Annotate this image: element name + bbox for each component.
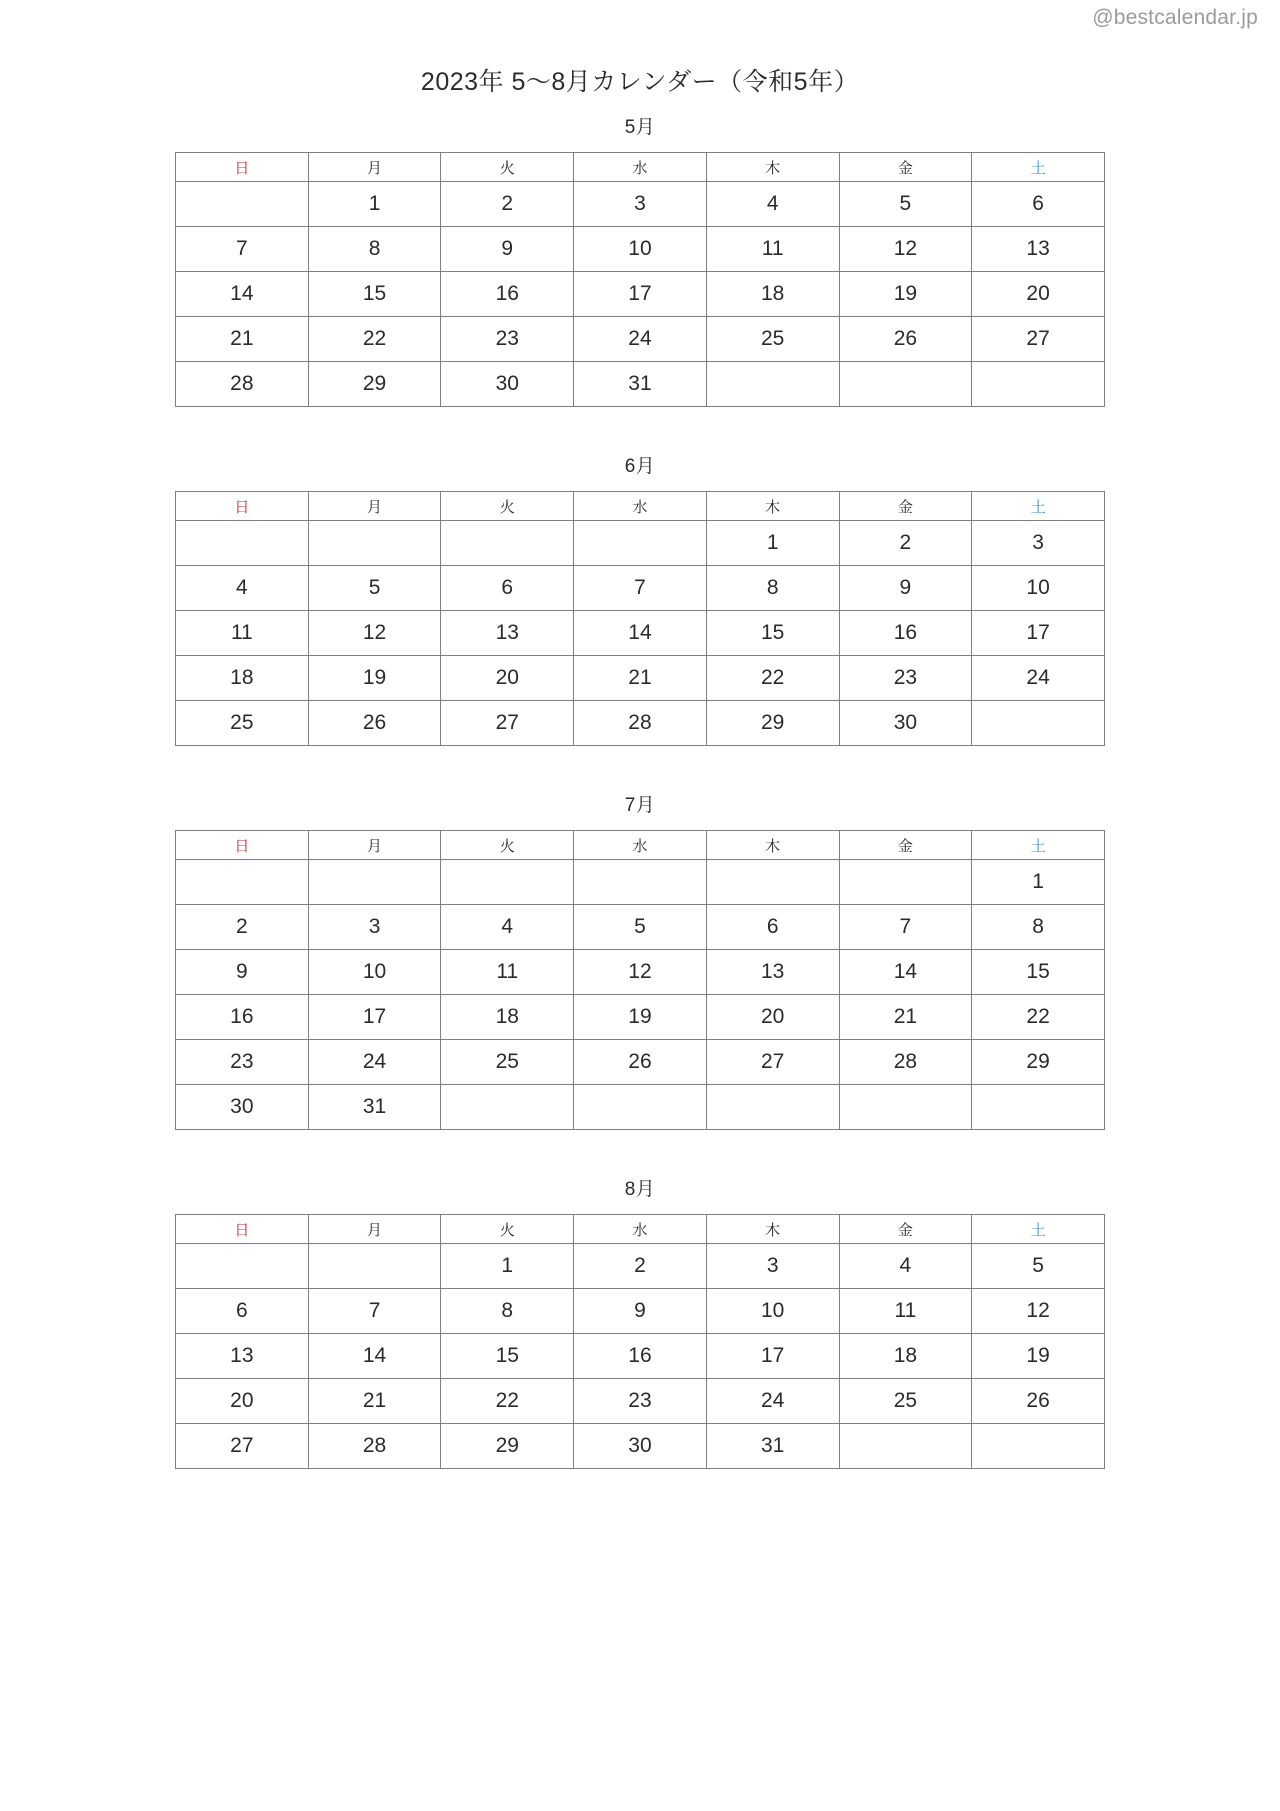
day-cell[interactable]: 3	[706, 1244, 839, 1289]
day-cell-empty	[839, 1424, 972, 1469]
day-cell[interactable]: 25	[706, 317, 839, 362]
day-cell[interactable]: 21	[574, 656, 707, 701]
weekday-header-cell: 月	[308, 1215, 441, 1244]
week-row	[176, 227, 1105, 272]
month-block	[175, 112, 1105, 407]
day-cell[interactable]: 21	[176, 317, 309, 362]
day-cell[interactable]: 20	[706, 995, 839, 1040]
day-cell[interactable]: 6	[176, 1289, 309, 1334]
day-cell[interactable]: 10	[308, 950, 441, 995]
day-cell[interactable]: 26	[308, 701, 441, 746]
day-cell[interactable]: 8	[972, 905, 1105, 950]
day-cell[interactable]: 28	[308, 1424, 441, 1469]
day-cell[interactable]: 15	[441, 1334, 574, 1379]
day-cell-empty	[308, 521, 441, 566]
day-cell[interactable]: 15	[308, 272, 441, 317]
month-block	[175, 451, 1105, 746]
day-cell-empty	[972, 701, 1105, 746]
day-cell-empty	[839, 860, 972, 905]
day-cell[interactable]: 2	[176, 905, 309, 950]
day-cell[interactable]: 17	[308, 995, 441, 1040]
day-cell[interactable]: 27	[441, 701, 574, 746]
day-cell[interactable]: 30	[574, 1424, 707, 1469]
week-row	[176, 995, 1105, 1040]
day-cell[interactable]: 5	[972, 1244, 1105, 1289]
day-cell-empty	[574, 521, 707, 566]
day-cell[interactable]: 9	[441, 227, 574, 272]
day-cell[interactable]: 25	[839, 1379, 972, 1424]
week-row	[176, 611, 1105, 656]
weekday-header-row	[176, 492, 1105, 521]
weekday-header-cell: 水	[574, 831, 707, 860]
weekday-header-cell: 金	[839, 1215, 972, 1244]
weekday-header-cell: 土	[972, 492, 1105, 521]
day-cell[interactable]: 19	[574, 995, 707, 1040]
day-cell[interactable]: 30	[839, 701, 972, 746]
day-cell-empty	[176, 1244, 309, 1289]
day-cell[interactable]: 18	[839, 1334, 972, 1379]
day-cell[interactable]: 7	[839, 905, 972, 950]
day-cell[interactable]: 8	[706, 566, 839, 611]
weekday-header-cell: 木	[706, 153, 839, 182]
month-block	[175, 790, 1105, 1130]
day-cell-empty	[839, 362, 972, 407]
day-cell[interactable]: 22	[441, 1379, 574, 1424]
site-watermark: @bestcalendar.jp	[1092, 6, 1258, 29]
day-cell[interactable]: 4	[441, 905, 574, 950]
weekday-header-cell: 土	[972, 1215, 1105, 1244]
day-cell[interactable]: 2	[839, 521, 972, 566]
day-cell[interactable]: 11	[839, 1289, 972, 1334]
day-cell[interactable]: 5	[574, 905, 707, 950]
weekday-header-cell: 水	[574, 153, 707, 182]
day-cell[interactable]: 26	[574, 1040, 707, 1085]
day-cell[interactable]: 17	[972, 611, 1105, 656]
day-cell[interactable]: 11	[441, 950, 574, 995]
day-cell[interactable]: 19	[839, 272, 972, 317]
week-row	[176, 1085, 1105, 1130]
day-cell[interactable]: 16	[176, 995, 309, 1040]
day-cell[interactable]: 12	[972, 1289, 1105, 1334]
day-cell-empty	[972, 1424, 1105, 1469]
day-cell[interactable]: 28	[176, 362, 309, 407]
week-row	[176, 182, 1105, 227]
day-cell[interactable]: 25	[176, 701, 309, 746]
weekday-header-cell: 金	[839, 153, 972, 182]
day-cell-empty	[441, 521, 574, 566]
day-cell[interactable]: 29	[706, 701, 839, 746]
day-cell-empty	[176, 182, 309, 227]
week-row	[176, 1334, 1105, 1379]
weekday-header-cell: 火	[441, 153, 574, 182]
week-row	[176, 701, 1105, 746]
day-cell[interactable]: 3	[308, 905, 441, 950]
day-cell[interactable]: 4	[839, 1244, 972, 1289]
day-cell[interactable]: 5	[839, 182, 972, 227]
day-cell[interactable]: 18	[706, 272, 839, 317]
week-row	[176, 272, 1105, 317]
day-cell[interactable]: 16	[839, 611, 972, 656]
day-cell[interactable]: 22	[972, 995, 1105, 1040]
page-title: 2023年 5～8月カレンダー（令和5年）	[420, 68, 860, 96]
week-row	[176, 1244, 1105, 1289]
day-cell[interactable]: 31	[308, 1085, 441, 1130]
day-cell[interactable]: 12	[308, 611, 441, 656]
day-cell[interactable]: 18	[441, 995, 574, 1040]
weekday-header-cell: 日	[176, 831, 309, 860]
week-row	[176, 1289, 1105, 1334]
week-row	[176, 317, 1105, 362]
weekday-header-cell: 土	[972, 831, 1105, 860]
day-cell[interactable]: 19	[308, 656, 441, 701]
day-cell[interactable]: 10	[706, 1289, 839, 1334]
day-cell[interactable]: 26	[839, 317, 972, 362]
day-cell[interactable]: 4	[706, 182, 839, 227]
day-cell[interactable]: 24	[574, 317, 707, 362]
day-cell[interactable]: 4	[176, 566, 309, 611]
day-cell-empty	[308, 860, 441, 905]
weekday-header-cell: 月	[308, 831, 441, 860]
day-cell[interactable]: 28	[574, 701, 707, 746]
week-row	[176, 1379, 1105, 1424]
weekday-header-cell: 木	[706, 831, 839, 860]
day-cell[interactable]: 17	[706, 1334, 839, 1379]
day-cell[interactable]: 12	[839, 227, 972, 272]
day-cell[interactable]: 24	[706, 1379, 839, 1424]
day-cell[interactable]: 12	[574, 950, 707, 995]
month-label: 5月	[624, 117, 656, 138]
months-container	[0, 112, 1280, 1469]
month-label: 8月	[624, 1179, 656, 1200]
weekday-header-cell: 月	[308, 492, 441, 521]
day-cell[interactable]: 23	[176, 1040, 309, 1085]
weekday-header-cell: 金	[839, 492, 972, 521]
day-cell[interactable]: 27	[972, 317, 1105, 362]
day-cell[interactable]: 14	[839, 950, 972, 995]
day-cell[interactable]: 9	[574, 1289, 707, 1334]
day-cell[interactable]: 18	[176, 656, 309, 701]
month-label: 6月	[624, 456, 656, 477]
weekday-header-cell: 水	[574, 1215, 707, 1244]
day-cell-empty	[441, 1085, 574, 1130]
day-cell[interactable]: 25	[441, 1040, 574, 1085]
weekday-header-row	[176, 831, 1105, 860]
day-cell[interactable]: 20	[441, 656, 574, 701]
day-cell[interactable]: 13	[706, 950, 839, 995]
day-cell[interactable]: 11	[706, 227, 839, 272]
day-cell[interactable]: 14	[308, 1334, 441, 1379]
weekday-header-cell: 木	[706, 1215, 839, 1244]
day-cell-empty	[706, 1085, 839, 1130]
day-cell[interactable]: 21	[308, 1379, 441, 1424]
day-cell[interactable]: 2	[574, 1244, 707, 1289]
day-cell[interactable]: 10	[574, 227, 707, 272]
month-block	[175, 1174, 1105, 1469]
day-cell[interactable]: 22	[706, 656, 839, 701]
month-table	[175, 830, 1105, 1130]
day-cell[interactable]: 10	[972, 566, 1105, 611]
day-cell-empty	[176, 860, 309, 905]
day-cell[interactable]: 3	[574, 182, 707, 227]
day-cell[interactable]: 11	[176, 611, 309, 656]
day-cell[interactable]: 23	[441, 317, 574, 362]
day-cell[interactable]: 8	[441, 1289, 574, 1334]
day-cell[interactable]: 9	[176, 950, 309, 995]
day-cell[interactable]: 16	[441, 272, 574, 317]
day-cell[interactable]: 16	[574, 1334, 707, 1379]
day-cell[interactable]: 5	[308, 566, 441, 611]
weekday-header-cell: 火	[441, 1215, 574, 1244]
day-cell[interactable]: 29	[441, 1424, 574, 1469]
weekday-header-cell: 木	[706, 492, 839, 521]
day-cell-empty	[972, 1085, 1105, 1130]
day-cell[interactable]: 13	[176, 1334, 309, 1379]
weekday-header-row	[176, 1215, 1105, 1244]
month-table	[175, 152, 1105, 407]
day-cell[interactable]: 27	[706, 1040, 839, 1085]
week-row	[176, 1424, 1105, 1469]
day-cell[interactable]: 24	[308, 1040, 441, 1085]
week-row	[176, 656, 1105, 701]
day-cell-empty	[706, 860, 839, 905]
day-cell[interactable]: 27	[176, 1424, 309, 1469]
day-cell[interactable]: 31	[574, 362, 707, 407]
weekday-header-cell: 日	[176, 492, 309, 521]
day-cell[interactable]: 21	[839, 995, 972, 1040]
day-cell[interactable]: 7	[308, 1289, 441, 1334]
day-cell[interactable]: 1	[441, 1244, 574, 1289]
day-cell[interactable]: 7	[574, 566, 707, 611]
day-cell[interactable]: 13	[441, 611, 574, 656]
day-cell[interactable]: 19	[972, 1334, 1105, 1379]
day-cell[interactable]: 30	[441, 362, 574, 407]
day-cell[interactable]: 20	[176, 1379, 309, 1424]
weekday-header-cell: 日	[176, 1215, 309, 1244]
day-cell[interactable]: 6	[706, 905, 839, 950]
weekday-header-cell: 土	[972, 153, 1105, 182]
day-cell-empty	[972, 362, 1105, 407]
weekday-header-cell: 日	[176, 153, 309, 182]
day-cell-empty	[839, 1085, 972, 1130]
day-cell[interactable]: 14	[574, 611, 707, 656]
day-cell[interactable]: 1	[308, 182, 441, 227]
week-row	[176, 521, 1105, 566]
day-cell[interactable]: 8	[308, 227, 441, 272]
day-cell[interactable]: 1	[706, 521, 839, 566]
week-row	[176, 905, 1105, 950]
day-cell[interactable]: 6	[972, 182, 1105, 227]
day-cell[interactable]: 30	[176, 1085, 309, 1130]
month-label: 7月	[624, 795, 656, 816]
weekday-header-cell: 火	[441, 492, 574, 521]
week-row	[176, 950, 1105, 995]
day-cell[interactable]: 13	[972, 227, 1105, 272]
day-cell[interactable]: 24	[972, 656, 1105, 701]
day-cell[interactable]: 31	[706, 1424, 839, 1469]
day-cell-empty	[441, 860, 574, 905]
day-cell[interactable]: 3	[972, 521, 1105, 566]
day-cell-empty	[176, 521, 309, 566]
day-cell[interactable]: 22	[308, 317, 441, 362]
day-cell[interactable]: 20	[972, 272, 1105, 317]
day-cell[interactable]: 14	[176, 272, 309, 317]
day-cell[interactable]: 2	[441, 182, 574, 227]
day-cell[interactable]: 6	[441, 566, 574, 611]
month-table	[175, 491, 1105, 746]
day-cell-empty	[574, 1085, 707, 1130]
weekday-header-cell: 月	[308, 153, 441, 182]
day-cell[interactable]: 15	[706, 611, 839, 656]
day-cell[interactable]: 1	[972, 860, 1105, 905]
week-row	[176, 860, 1105, 905]
day-cell-empty	[706, 362, 839, 407]
weekday-header-row	[176, 153, 1105, 182]
day-cell[interactable]: 9	[839, 566, 972, 611]
day-cell[interactable]: 29	[972, 1040, 1105, 1085]
weekday-header-cell: 水	[574, 492, 707, 521]
day-cell[interactable]: 29	[308, 362, 441, 407]
weekday-header-cell: 金	[839, 831, 972, 860]
day-cell-empty	[574, 860, 707, 905]
weekday-header-cell: 火	[441, 831, 574, 860]
week-row	[176, 1040, 1105, 1085]
day-cell[interactable]: 17	[574, 272, 707, 317]
month-table	[175, 1214, 1105, 1469]
week-row	[176, 566, 1105, 611]
day-cell[interactable]: 7	[176, 227, 309, 272]
day-cell[interactable]: 28	[839, 1040, 972, 1085]
day-cell[interactable]: 23	[839, 656, 972, 701]
day-cell-empty	[308, 1244, 441, 1289]
day-cell[interactable]: 26	[972, 1379, 1105, 1424]
day-cell[interactable]: 23	[574, 1379, 707, 1424]
week-row	[176, 362, 1105, 407]
day-cell[interactable]: 15	[972, 950, 1105, 995]
